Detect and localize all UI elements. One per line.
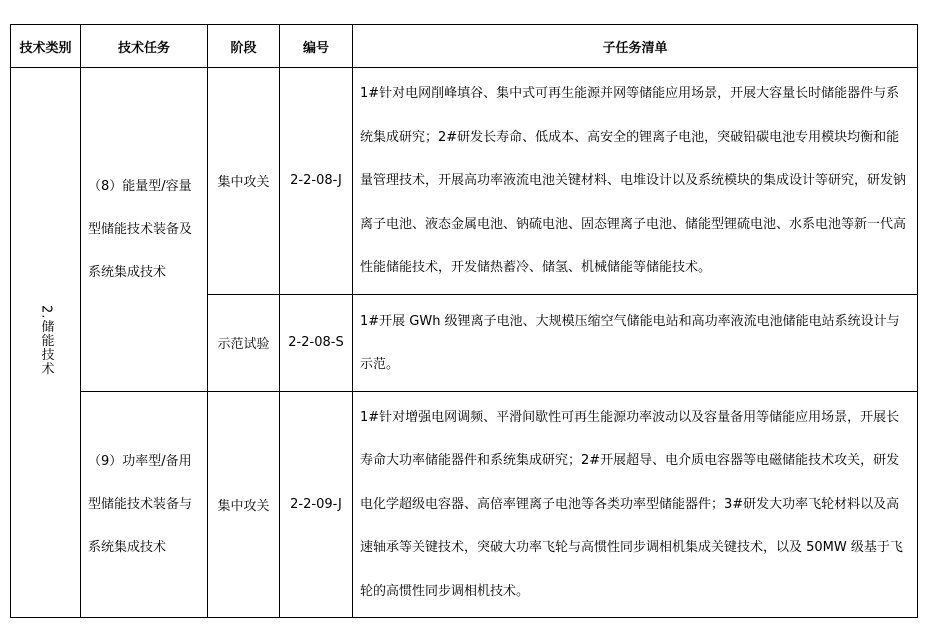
- table-row: [11, 391, 918, 618]
- subtask-list-cell: 1#开展 GWh 级锂离子电池、大规模压缩空气储能电站和高功率液流电池储能电站系统设计与示范。: [353, 294, 918, 391]
- header-row: [11, 25, 918, 68]
- category-cell: [11, 68, 81, 618]
- header-task: 技术任务: [81, 25, 208, 68]
- header-code: 编号: [280, 25, 353, 68]
- code-cell: 2-2-09-J: [280, 391, 353, 618]
- code-cell: 2-2-08-J: [280, 68, 353, 295]
- header-subtasks: 子任务清单: [353, 25, 918, 68]
- task-cell: （9）功率型/备用型储能技术装备与系统集成技术: [81, 391, 208, 618]
- subtask-list-cell: 1#针对电网削峰填谷、集中式可再生能源并网等储能应用场景，开展大容量长时储能器件与系统集成研究；2#研发长寿命、低成本、高安全的锂离子电池，突破铅碳电池专用模块均衡和能量管理技术，开展高功率液流电池关键材料、电堆设计以及系统模块的集成设计等研究，研发钠离子电池、液态金属电池、钠硫电池、固态锂离子电池、储能型锂硫电池、水系电池等新一代高性能储能技术，开发储热蓄冷、储氢、机械储能等储能技术。: [353, 68, 918, 295]
- subtask-list-cell: 1#针对增强电网调频、平滑间歇性可再生能源功率波动以及容量备用等储能应用场景，开展长寿命大功率储能器件和系统集成研究；2#开展超导、电介质电容器等电磁储能技术攻关，研发电化学超级电容器、高倍率锂离子电池等各类功率型储能器件；3#研发大功率飞轮材料以及高速轴承等关键技术，突破大功率飞轮与高惯性同步调相机集成关键技术，以及 50MW 级基于飞轮的高惯性同步调相机技术。: [353, 391, 918, 618]
- task-cell: （8）能量型/容量型储能技术装备及系统集成技术: [81, 68, 208, 392]
- code-cell: 2-2-08-S: [280, 294, 353, 391]
- table-row: [11, 68, 918, 295]
- task-table: [10, 24, 918, 618]
- header-category: 技术类别: [11, 25, 81, 68]
- header-stage: 阶段: [208, 25, 280, 68]
- stage-cell: 集中攻关: [208, 391, 280, 618]
- category-label: 2.储能技术: [38, 305, 54, 376]
- stage-cell: 示范试验: [208, 294, 280, 391]
- stage-cell: 集中攻关: [208, 68, 280, 295]
